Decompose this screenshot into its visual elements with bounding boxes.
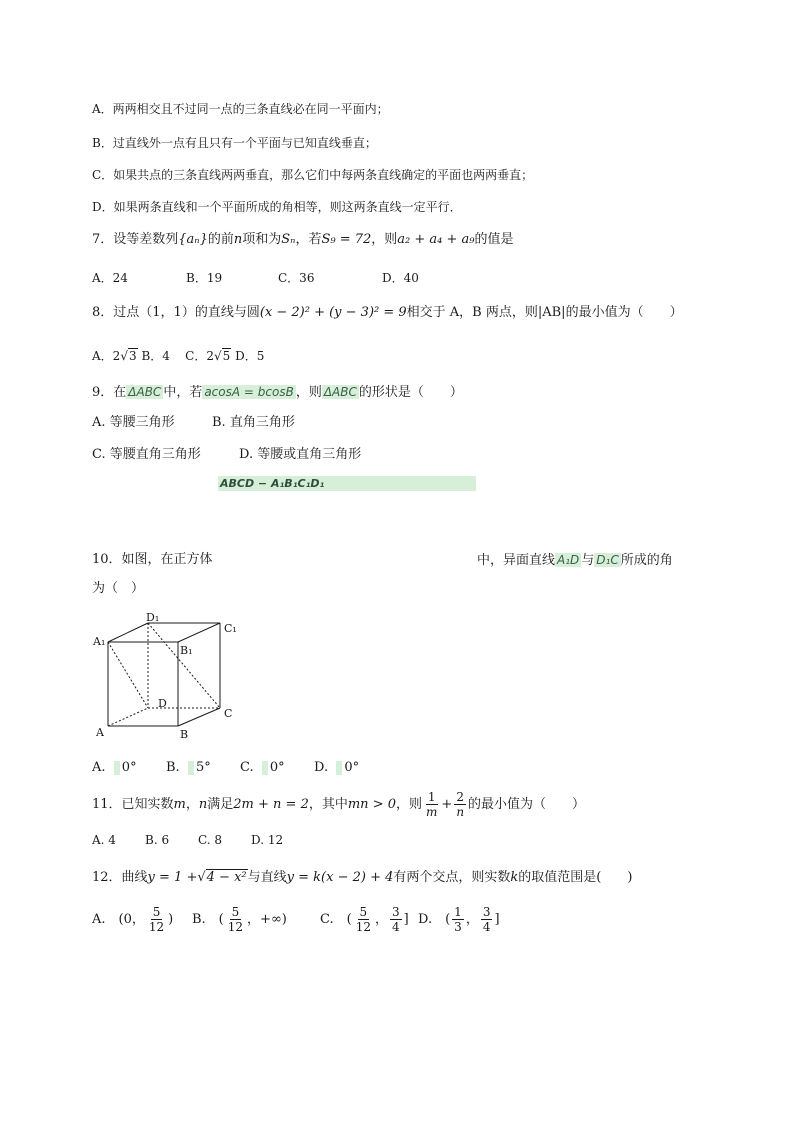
- q9-options-row1: [92, 414, 295, 432]
- q6-option-c: C．如果共点的三条直线两两垂直，那么它们中每两条直线确定的平面也两两垂直；: [92, 168, 534, 182]
- q10-stem-continued: 中，异面直线 A₁D 与 D₁C 所成的角: [477, 553, 673, 568]
- q10-stem: 10．如图，在正方体: [92, 552, 213, 567]
- q12-option-b: B. ( $\frac{5}{12}$ ，+∞): [192, 905, 287, 934]
- q12-options: [92, 902, 500, 938]
- q7-stem: 7．设等差数列{aₙ}的前n项和为Sₙ，若S₉ = 72，则a₂ + a₄ + a₉的值是: [92, 232, 514, 247]
- highlight-chip: [262, 761, 268, 775]
- q10-option-c: C. 0°: [240, 760, 285, 775]
- label-d: D: [158, 697, 167, 710]
- q12-option-c: C. ( $\frac{5}{12}$ ， $\frac{3}{4}$ ]: [320, 905, 409, 934]
- q10-options: [92, 759, 359, 777]
- q8-circle-equation: (x − 2)² + (y − 3)² = 9: [259, 305, 407, 320]
- q12-option-a: A. (0， $\frac{5}{12}$ ): [92, 905, 174, 934]
- diagonal-d1c: [148, 623, 220, 708]
- q11-condition: 2m + n = 2: [233, 797, 309, 812]
- q11-condition-2: mn > 0: [347, 797, 396, 812]
- q11-option-b: B. 6: [145, 833, 170, 847]
- q11-fraction-1: $\frac{1}{m}$: [426, 790, 438, 819]
- edge-a1-d1: [108, 623, 148, 642]
- q10-cube-name-highlight: ABCD − A₁B₁C₁D₁: [218, 476, 476, 491]
- q10-stem-line2: 为（ ）: [92, 581, 145, 596]
- q9-option-a: A. 等腰三角形: [92, 415, 175, 430]
- q8-option-c-value: 2√5: [206, 349, 231, 363]
- label-b1: B₁: [180, 644, 193, 657]
- q8-option-b: B．4: [141, 349, 170, 363]
- q8-options: A．2√3 B．4 C．2√5 D．5: [92, 349, 265, 363]
- q7-option-c: C．36: [278, 271, 315, 285]
- q9-options-row2: [92, 446, 361, 464]
- q7-expression: a₂ + a₄ + a₉: [397, 232, 475, 247]
- q9-option-c: C. 等腰直角三角形: [92, 447, 201, 462]
- label-c1: C₁: [224, 622, 237, 635]
- q10-option-a: A. 0°: [92, 760, 137, 775]
- highlight-chip: [114, 761, 120, 775]
- q10-option-d: D. 0°: [314, 760, 360, 775]
- edge-a-d-hidden: [108, 708, 148, 726]
- q12-stem: 12．曲线y = 1 +√4 − x²与直线y = k(x − 2) + 4有两个交点，则实数k的取值范围是( ): [92, 870, 633, 885]
- edge-b-c: [178, 708, 220, 726]
- highlight-chip: [336, 761, 342, 775]
- q10-option-b: B. 5°: [166, 760, 211, 775]
- q9-stem: 9．在 ΔABC 中，若 acosA = bcosB ，则 ΔABC 的形状是（ ）: [92, 385, 463, 400]
- q11-option-a: A. 4: [92, 833, 116, 847]
- q9-condition: acosA = bcosB: [204, 385, 294, 399]
- q6-option-a: A．两两相交且不过同一点的三条直线必在同一平面内；: [92, 102, 389, 116]
- q6-option-d: D．如果两条直线和一个平面所成的角相等，则这两条直线一定平行．: [92, 200, 462, 214]
- q10-line-d1c: D₁C: [596, 553, 619, 567]
- label-d1: D₁: [146, 612, 160, 624]
- q7-option-a: A．24: [92, 271, 128, 285]
- q9-triangle-2: ΔABC: [323, 385, 357, 399]
- q12-option-d: D. ( $\frac{1}{3}$ ， $\frac{3}{4}$ ]: [418, 905, 500, 934]
- q8-stem: 8．过点（1，1）的直线与圆(x − 2)² + (y − 3)² = 9相交于 A，B 两点，则|AB|的最小值为（ ）: [92, 305, 683, 320]
- q11-stem: 11．已知实数m，n满足2m + n = 2，其中mn > 0，则 $\frac{1}{m}$ + $\frac{2}{n}$ 的最小值为（ ）: [92, 790, 586, 819]
- q9-option-b: B. 直角三角形: [212, 415, 295, 430]
- q7-condition: S₉ = 72: [321, 232, 372, 247]
- q11-options: [92, 831, 283, 849]
- q8-option-d: D．5: [235, 349, 265, 363]
- q12-line-equation: y = k(x − 2) + 4: [286, 870, 394, 885]
- label-c: C: [224, 707, 233, 720]
- q7-sequence: {aₙ}: [178, 232, 208, 247]
- highlight-chip: [188, 761, 194, 775]
- q7-option-b: B．19: [186, 271, 223, 285]
- q11-fraction-2: $\frac{2}{n}$: [456, 790, 465, 819]
- diagonal-a1d: [108, 642, 148, 708]
- q11-option-d: D. 12: [251, 833, 284, 847]
- q9-option-d: D. 等腰或直角三角形: [239, 447, 362, 462]
- label-b: B: [180, 728, 189, 741]
- label-a1: A₁: [93, 635, 106, 648]
- edge-b1-c1: [178, 623, 220, 642]
- q11-option-c: C. 8: [198, 833, 223, 847]
- q7-options: [92, 269, 419, 287]
- label-a: A: [96, 726, 104, 739]
- q9-triangle: ΔABC: [128, 385, 162, 399]
- q12-radical: √4 − x²: [197, 870, 247, 885]
- q8-option-a-value: 2√3: [112, 349, 137, 363]
- cube-figure: [90, 612, 250, 742]
- q10-line-a1d: A₁D: [557, 553, 580, 567]
- q6-option-b: B．过直线外一点有且只有一个平面与已知直线垂直；: [92, 136, 377, 150]
- q7-option-d: D．40: [382, 271, 419, 285]
